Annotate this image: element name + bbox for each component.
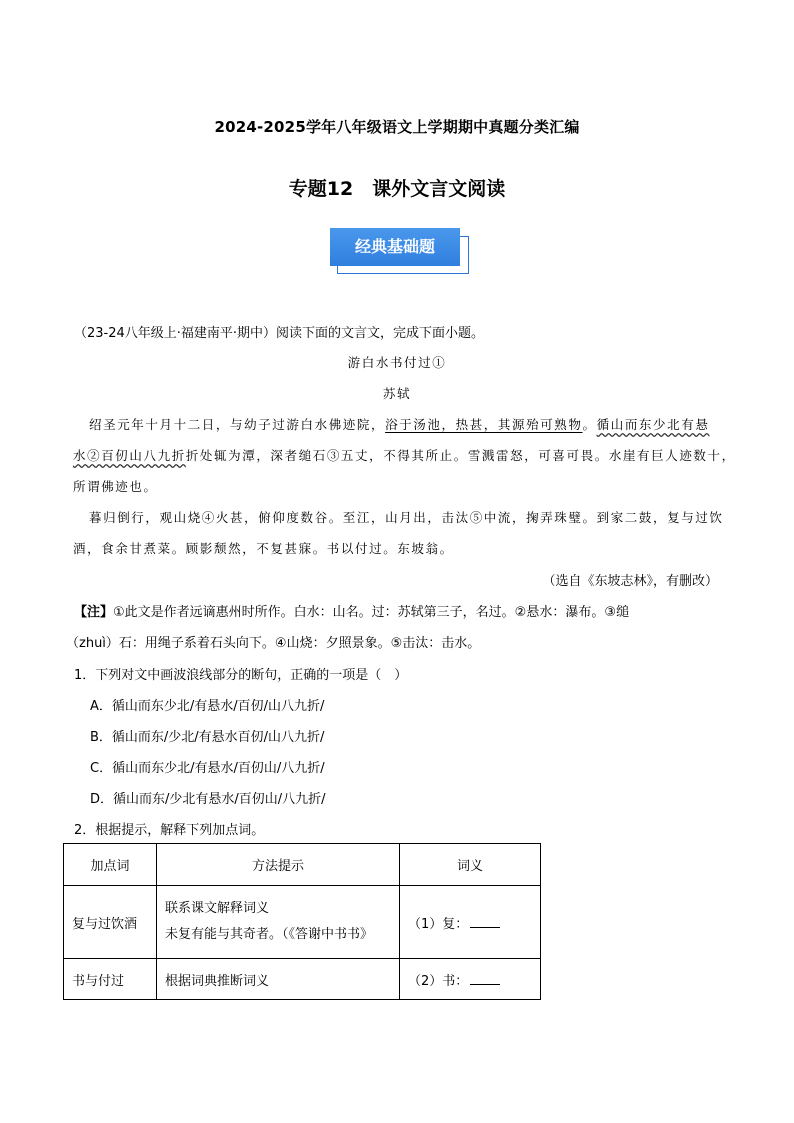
answer-blank[interactable] — [470, 972, 500, 985]
passage-line-2 — [73, 446, 736, 464]
cell-hint — [157, 886, 400, 959]
notes-text: ①此文是作者远谪惠州时所作。白水：山名。过：苏轼第三子，名过。②悬水：瀑布。③缒 — [113, 605, 629, 620]
option-a[interactable]: A．循山而东少北/有悬水/百仞/山八九折/ — [90, 699, 325, 714]
passage-title: 游白水书付过① — [347, 355, 447, 370]
cell-meaning — [400, 959, 541, 1000]
table-header-row — [64, 844, 541, 886]
header-word: 加点词 — [64, 844, 157, 886]
passage-line-3: 所谓佛迹也。 — [73, 479, 158, 494]
wavy-underlined-phrase: 循山而东少北有悬 — [596, 417, 710, 432]
hint-line: 联系课文解释词义 — [165, 901, 270, 916]
passage-text: 绍圣元年十月十二日，与幼子过游白水佛迹院， — [89, 417, 386, 432]
passage-line-4: 暮归倒行，观山烧④火甚，俯仰度数谷。至江，山月出，击汰⑤中流，掬弄珠璧。到家二鼓，复与过饮 — [89, 510, 724, 525]
option-d[interactable]: D．循山而东/少北有悬水/百仞山/八九折/ — [90, 792, 326, 807]
option-c[interactable]: C．循山而东少北/有悬水/百仞山/八九折/ — [90, 761, 325, 776]
section-badge — [330, 228, 470, 276]
notes-line-2: （zhuì）石：用绳子系着石头向下。④山烧：夕照景象。⑤击汰：击水。 — [66, 636, 481, 651]
question-2-stem: 2．根据提示，解释下列加点词。 — [74, 823, 265, 838]
option-b[interactable]: B．循山而东/少北/有悬水百仞/山八九折/ — [90, 730, 325, 745]
passage-line-5: 酒，食余甘煮菜。顾影颓然，不复甚寐。书以付过。东坡翁。 — [73, 541, 454, 556]
passage-author: 苏轼 — [382, 386, 412, 401]
passage-source: （选自《东坡志林》，有删改） — [542, 574, 718, 589]
passage-text: 折处辄为潭，深者缒石③五丈，不得其所止。雪溅雷怒，可喜可畏。水崖有巨人迹数十， — [185, 448, 736, 463]
question-1-stem: 1．下列对文中画波浪线部分的断句，正确的一项是（ ） — [74, 668, 408, 683]
header-hint: 方法提示 — [157, 844, 400, 886]
cell-word: 复与过饮酒 — [64, 886, 157, 959]
passage-line-1 — [89, 415, 709, 433]
cell-meaning — [400, 886, 541, 959]
header-meaning: 词义 — [400, 844, 541, 886]
question-intro: （23-24八年级上·福建南平·期中）阅读下面的文言文，完成下面小题。 — [74, 326, 485, 341]
table-row — [64, 959, 541, 1000]
passage-text: 。 — [582, 417, 597, 432]
badge-label: 经典基础题 — [330, 228, 460, 266]
table-row — [64, 886, 541, 959]
notes-label: 【注】 — [74, 605, 114, 620]
cell-word: 书与付过 — [64, 959, 157, 1000]
hint-line: 未复有能与其奇者。（《答谢中书书》 — [165, 927, 374, 942]
meaning-label: （2）书： — [408, 973, 469, 989]
underlined-phrase: 浴于汤池，热甚，其源殆可熟物 — [385, 417, 583, 432]
cell-hint: 根据词典推断词义 — [157, 959, 400, 1000]
topic-title: 专题12 课外文言文阅读 — [288, 178, 506, 200]
meaning-label: （1）复： — [408, 916, 469, 932]
answer-blank[interactable] — [470, 915, 500, 928]
document-title: 2024-2025学年八年级语文上学期期中真题分类汇编 — [214, 118, 580, 136]
notes-line-1 — [74, 601, 629, 620]
wavy-underlined-phrase: 水②百仞山八九折 — [73, 448, 186, 463]
vocabulary-table — [63, 843, 541, 1000]
